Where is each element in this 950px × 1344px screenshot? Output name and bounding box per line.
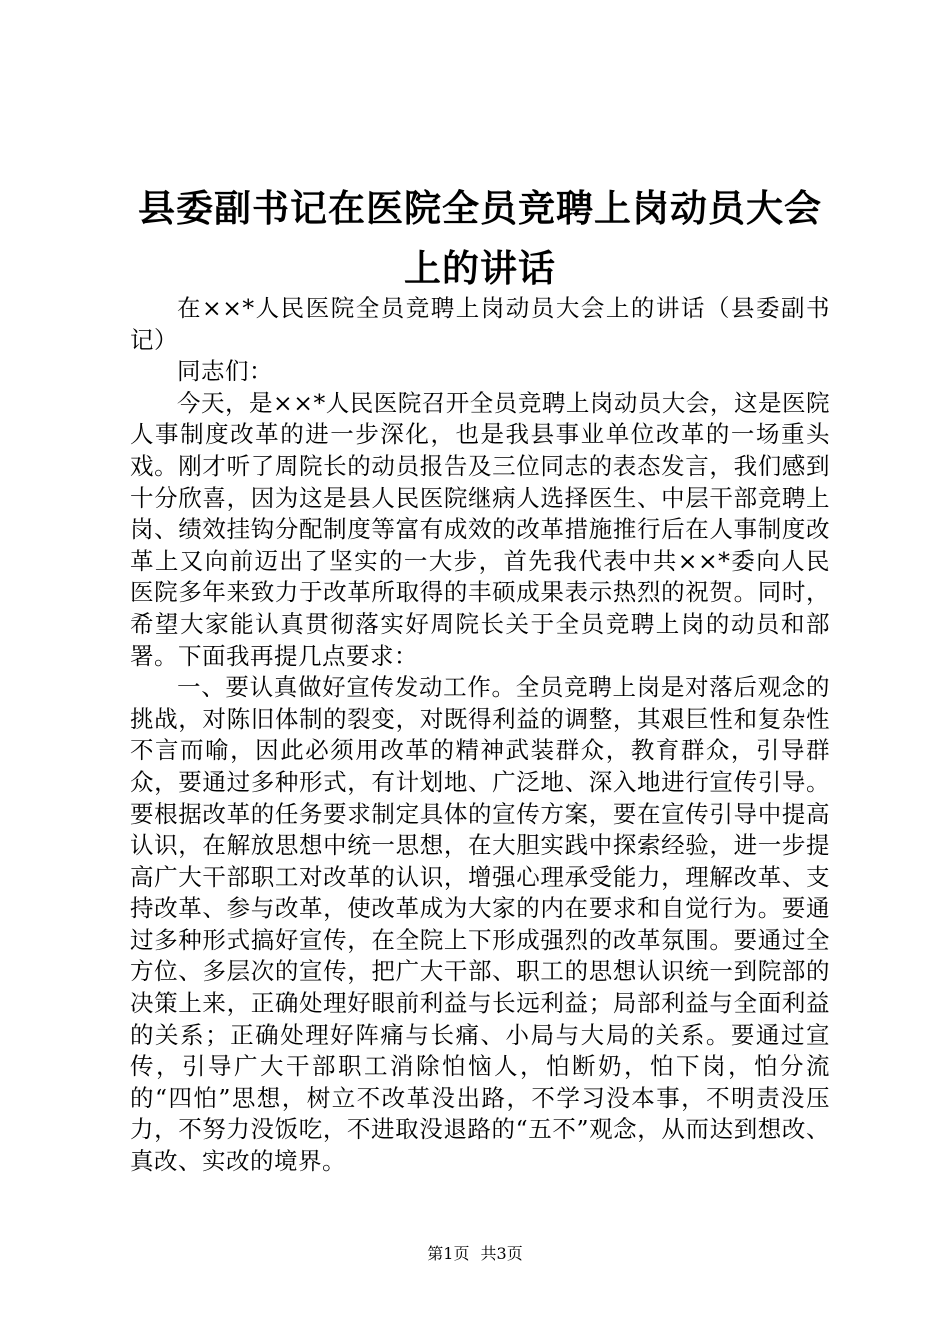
- page-number-footer: 第1页 共3页: [427, 1244, 523, 1263]
- salutation-paragraph: 同志们：: [177, 357, 273, 386]
- document-body: [130, 293, 830, 1178]
- body-paragraph: 一、要认真做好宣传发动工作。全员竞聘上岗是对落后观念的挑战，对陈旧体制的裂变，对既得利益的调整，其艰巨性和复杂性不言而喻，因此必须用改革的精神武装群众，教育群众，引导群众，要通过多种形式，有计划地、广泛地、深入地进行宣传引导。要根据改革的任务要求制定具体的宣传方案，要在宣传引导中提高认识，在解放思想中统一思想，在大胆实践中探索经验，进一步提高广大干部职工对改革的认识，增强心理承受能力，理解改革、支持改革、参与改革，使改革成为大家的内在要求和自觉行为。要通过多种形式搞好宣传，在全院上下形成强烈的改革氛围。要通过全方位、多层次的宣传，把广大干部、职工的思想认识统一到院部的决策上来，正确处理好眼前利益与长远利益；局部利益与全面利益的关系；正确处理好阵痛与长痛、小局与大局的关系。要通过宣传，引导广大干部职工消除怕恼人，怕断奶，怕下岗，怕分流的“四怕”思想，树立不改革没出路，不学习没本事，不明责没压力，不努力没饭吃，不进取没退路的“五不”观念，从而达到想改、真改、实改的境界。: [130, 673, 830, 1176]
- document-title: 县委副书记在医院全员竞聘上岗动员大会上的讲话: [138, 186, 822, 290]
- body-paragraph: 今天，是××*人民医院召开全员竞聘上岗动员大会，这是医院人事制度改革的进一步深化，也是我县事业单位改革的一场重头戏。刚才听了周院长的动员报告及三位同志的表态发言，我们感到十分欣喜，因为这是县人民医院继病人选择医生、中层干部竞聘上岗、绩效挂钩分配制度等富有成效的改革措施推行后在人事制度改革上又向前迈出了坚实的一大步，首先我代表中共××*委向人民医院多年来致力于改革所取得的丰硕成果表示热烈的祝贺。同时，希望大家能认真贯彻落实好周院长关于全员竞聘上岗的动员和部署。下面我再提几点要求：: [130, 388, 830, 670]
- subtitle-paragraph: 在××*人民医院全员竞聘上岗动员大会上的讲话（县委副书记）: [130, 294, 830, 354]
